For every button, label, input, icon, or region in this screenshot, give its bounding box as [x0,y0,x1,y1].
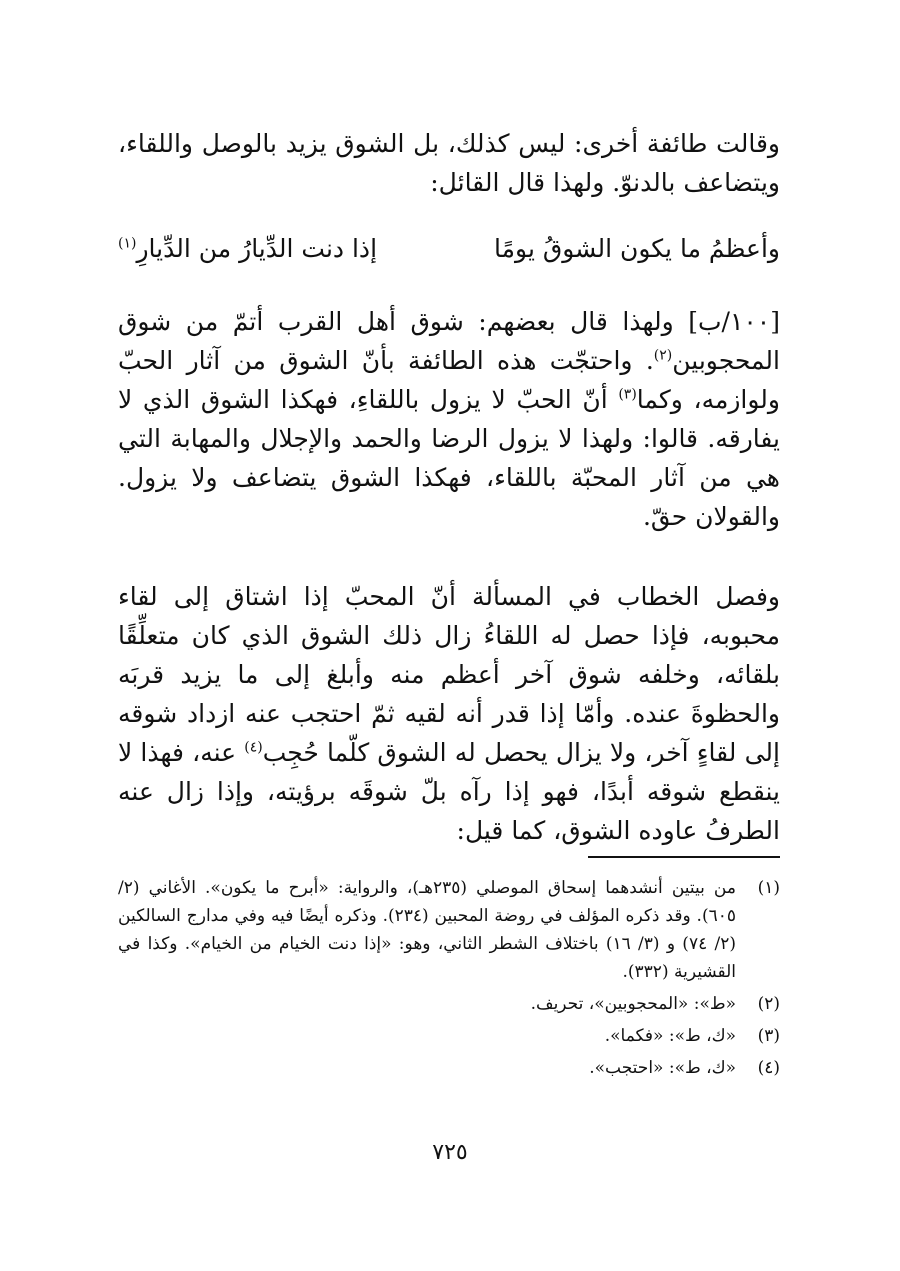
footnote-1-number: (١) [757,878,780,898]
footnote-2-text: «ط»: «المحجوبين»، تحريف. [530,994,736,1014]
footnote-ref-1: (١) [118,235,137,252]
footnote-separator [588,856,780,858]
footnote-4-text: «ك، ط»: «احتجب». [589,1058,736,1078]
paragraph-3 [118,577,780,850]
verse-second-hemistich [118,224,377,274]
page-number: ٧٢٥ [432,1140,468,1165]
paragraph-2-part-3: أنّ الحبّ لا يزول باللقاءِ، فهكذا الشوق الذي لا يفارقه. قالوا: ولهذا لا يزول الرضا والحمد والإجلال والمهابة التي هي من آثار المحبّة باللقاء، فهكذا الشوق يتضاعف ولا يزول. والقولان حقّ. [118,385,780,531]
verse-first-hemistich: وأعظمُ ما يكون الشوقُ يومًا [494,234,780,263]
paragraph-2 [118,302,780,536]
footnote-ref-4: (٤) [244,739,263,756]
footnote-2-number: (٢) [757,994,780,1014]
footnote-1-text: من بيتين أنشدهما إسحاق الموصلي (٢٣٥هـ)، والرواية: «أبرح ما يكون». الأغاني (٢/ ٦٠٥). وقد ذكره المؤلف في روضة المحبين (٢٣٤). وذكره أيضًا فيه وفي مدارج السالكين (٢/ ٧٤) و (٣/ ١٦) باختلاف الشطر الثاني، وهو: «إذا دنت الخيام من الخيام». وكذا في القشيرية (٣٣٢). [118,878,736,982]
verse-second-hemistich-text: إذا دنت الدِّيارُ من الدِّيارِ [136,234,378,263]
footnote-ref-2: (٢) [653,347,673,364]
poetry-verse [118,224,780,274]
paragraph-2-part-2: . واحتجّت هذه الطائفة بأنّ الشوق من آثار الحبّ ولوازمه، وكما [118,346,780,414]
paragraph-3-part-2: عنه، فهذا لا ينقطع شوقه أبدًا، فهو إذا رآه بلّ شوقَه برؤيته، وإذا زال عنه الطرفُ عاوده الشوق، كما قيل: [118,738,780,845]
footnote-2 [118,990,780,1018]
footnote-4 [118,1054,780,1082]
paragraph-1: وقالت طائفة أخرى: ليس كذلك، بل الشوق يزيد بالوصل واللقاء، ويتضاعف بالدنوّ. ولهذا قال القائل: [118,129,780,197]
footnotes [118,874,780,1086]
paragraph-3-part-1: وفصل الخطاب في المسألة أنّ المحبّ إذا اشتاق إلى لقاء محبوبه، فإذا حصل له اللقاءُ زال ذلك الشوق الذي كان متعلِّقًا بلقائه، وخلفه شوق آخر أعظم منه وأبلغ إلى ما يزيد قربَه والحظوةَ عنده. وأمّا إذا قدر أنه لقيه ثمّ احتجب عنه ازداد شوقه إلى لقاءٍ آخر، ولا يزال يحصل له الشوق كلّما حُجِب [118,582,780,767]
footnote-ref-3: (٣) [618,386,637,403]
footnote-1 [118,874,780,986]
footnote-4-number: (٤) [757,1058,780,1078]
paragraph-2-part-1: [١٠٠/ب] ولهذا قال بعضهم: شوق أهل القرب أتمّ من شوق المحجوبين [118,307,780,375]
footnote-3-number: (٣) [757,1026,780,1046]
footnote-3-text: «ك، ط»: «فكما». [604,1026,736,1046]
footnote-3 [118,1022,780,1050]
